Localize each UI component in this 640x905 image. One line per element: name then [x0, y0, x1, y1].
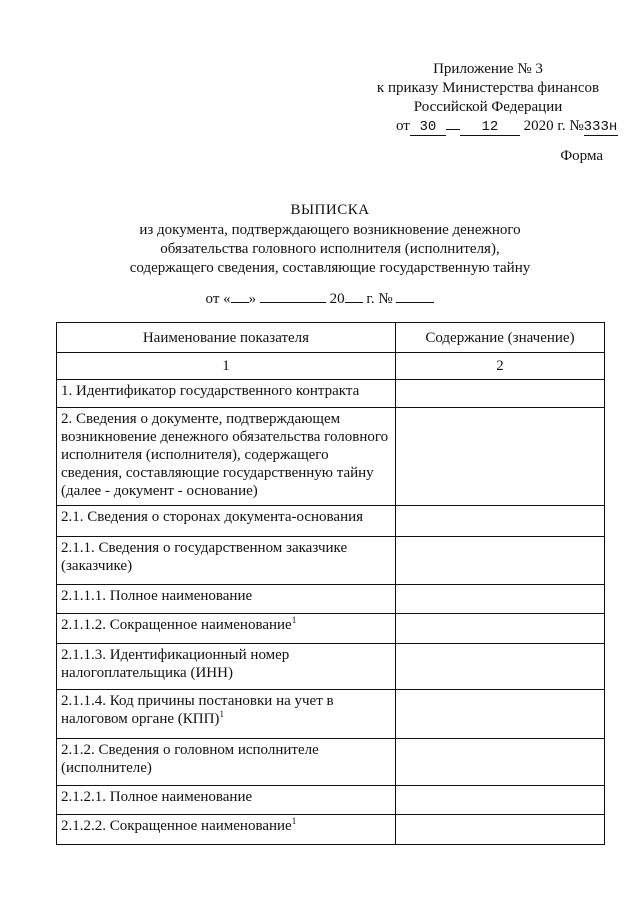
- order-year: 2020 г. №: [523, 118, 584, 134]
- row-value[interactable]: [395, 690, 604, 739]
- order-date-line: [370, 117, 618, 136]
- table-row: [57, 585, 605, 614]
- row-label: 2.1.2.2. Сокращенное наименование: [61, 818, 292, 834]
- table-row: [57, 690, 605, 739]
- row-value[interactable]: [395, 614, 604, 644]
- row-value[interactable]: [395, 644, 604, 690]
- row-label: 2.1.1.2. Сокращенное наименование: [61, 617, 292, 633]
- row-value[interactable]: [395, 585, 604, 614]
- column-number-2: 2: [395, 353, 604, 380]
- title-line-4: содержащего сведения, составляющие государственную тайну: [129, 260, 531, 276]
- order-month: 12: [460, 120, 520, 136]
- row-value[interactable]: [395, 408, 604, 506]
- column-number-1: 1: [57, 353, 396, 380]
- footnote-mark: 1: [219, 709, 224, 719]
- row-value[interactable]: [395, 537, 604, 585]
- row-value[interactable]: [395, 786, 604, 815]
- row-value[interactable]: [395, 815, 604, 845]
- row-label: 1. Идентификатор государственного контракта: [61, 383, 360, 399]
- row-label: 2.1.2. Сведения о головном исполнителе (исполнителе): [61, 742, 319, 776]
- row-label: 2.1.1.3. Идентификационный номер налогоплательщика (ИНН): [61, 647, 290, 681]
- table-row: [57, 739, 605, 786]
- row-label: 2.1.1. Сведения о государственном заказчике (заказчике): [61, 540, 348, 574]
- day-blank[interactable]: [231, 288, 249, 303]
- table-row: [57, 506, 605, 537]
- appendix-order-line: к приказу Министерства финансов: [376, 80, 600, 96]
- table-row: [57, 380, 605, 408]
- form-label: Форма: [560, 148, 603, 164]
- row-label: 2.1. Сведения о сторонах документа-основания: [61, 509, 364, 525]
- header-value: Содержание (значение): [395, 323, 604, 353]
- row-value[interactable]: [395, 506, 604, 537]
- row-label: 2.1.2.1. Полное наименование: [61, 789, 253, 805]
- table-row: [57, 815, 605, 845]
- row-value[interactable]: [395, 739, 604, 786]
- row-label: 2.1.1.4. Код причины постановки на учет в налоговом органе (КПП): [61, 693, 334, 727]
- footnote-mark: 1: [291, 816, 297, 826]
- order-day: 30: [410, 120, 446, 136]
- extract-date-line: [0, 288, 640, 308]
- header-indicator-name: Наименование показателя: [57, 323, 396, 353]
- table-row: [57, 408, 605, 506]
- table-row: [57, 614, 605, 644]
- date-from-label: от «: [205, 291, 231, 307]
- year-blank[interactable]: [345, 288, 363, 303]
- document-title: [100, 201, 560, 278]
- appendix-header: [370, 60, 618, 136]
- table-row: [57, 644, 605, 690]
- table-row: [57, 537, 605, 585]
- appendix-title: Приложение № 3: [433, 61, 543, 77]
- order-from-label: от: [396, 118, 410, 134]
- number-label: г. №: [366, 291, 393, 307]
- column-numbers-row: [57, 353, 605, 380]
- month-blank[interactable]: [260, 288, 326, 303]
- table-row: [57, 786, 605, 815]
- row-label: 2.1.1.1. Полное наименование: [61, 588, 253, 604]
- indicators-table: [56, 322, 605, 845]
- footnote-mark: 1: [291, 615, 297, 625]
- row-label: 2. Сведения о документе, подтверждающем возникновение денежного обязательства головного исполнителя (исполнителя), содержащего сведения, составляющие государственную тайну (далее - документ - основание): [61, 411, 389, 499]
- year-prefix: 20: [329, 291, 345, 307]
- title-main: ВЫПИСКА: [290, 202, 370, 218]
- table-header-row: [57, 323, 605, 353]
- number-blank[interactable]: [396, 288, 434, 303]
- date-close-quote: »: [248, 291, 257, 307]
- order-number: 333н: [583, 119, 618, 135]
- row-value[interactable]: [395, 380, 604, 408]
- title-line-3: обязательства головного исполнителя (исполнителя),: [160, 241, 500, 257]
- appendix-authority: Российской Федерации: [413, 99, 563, 115]
- title-line-2: из документа, подтверждающего возникновение денежного: [139, 222, 521, 238]
